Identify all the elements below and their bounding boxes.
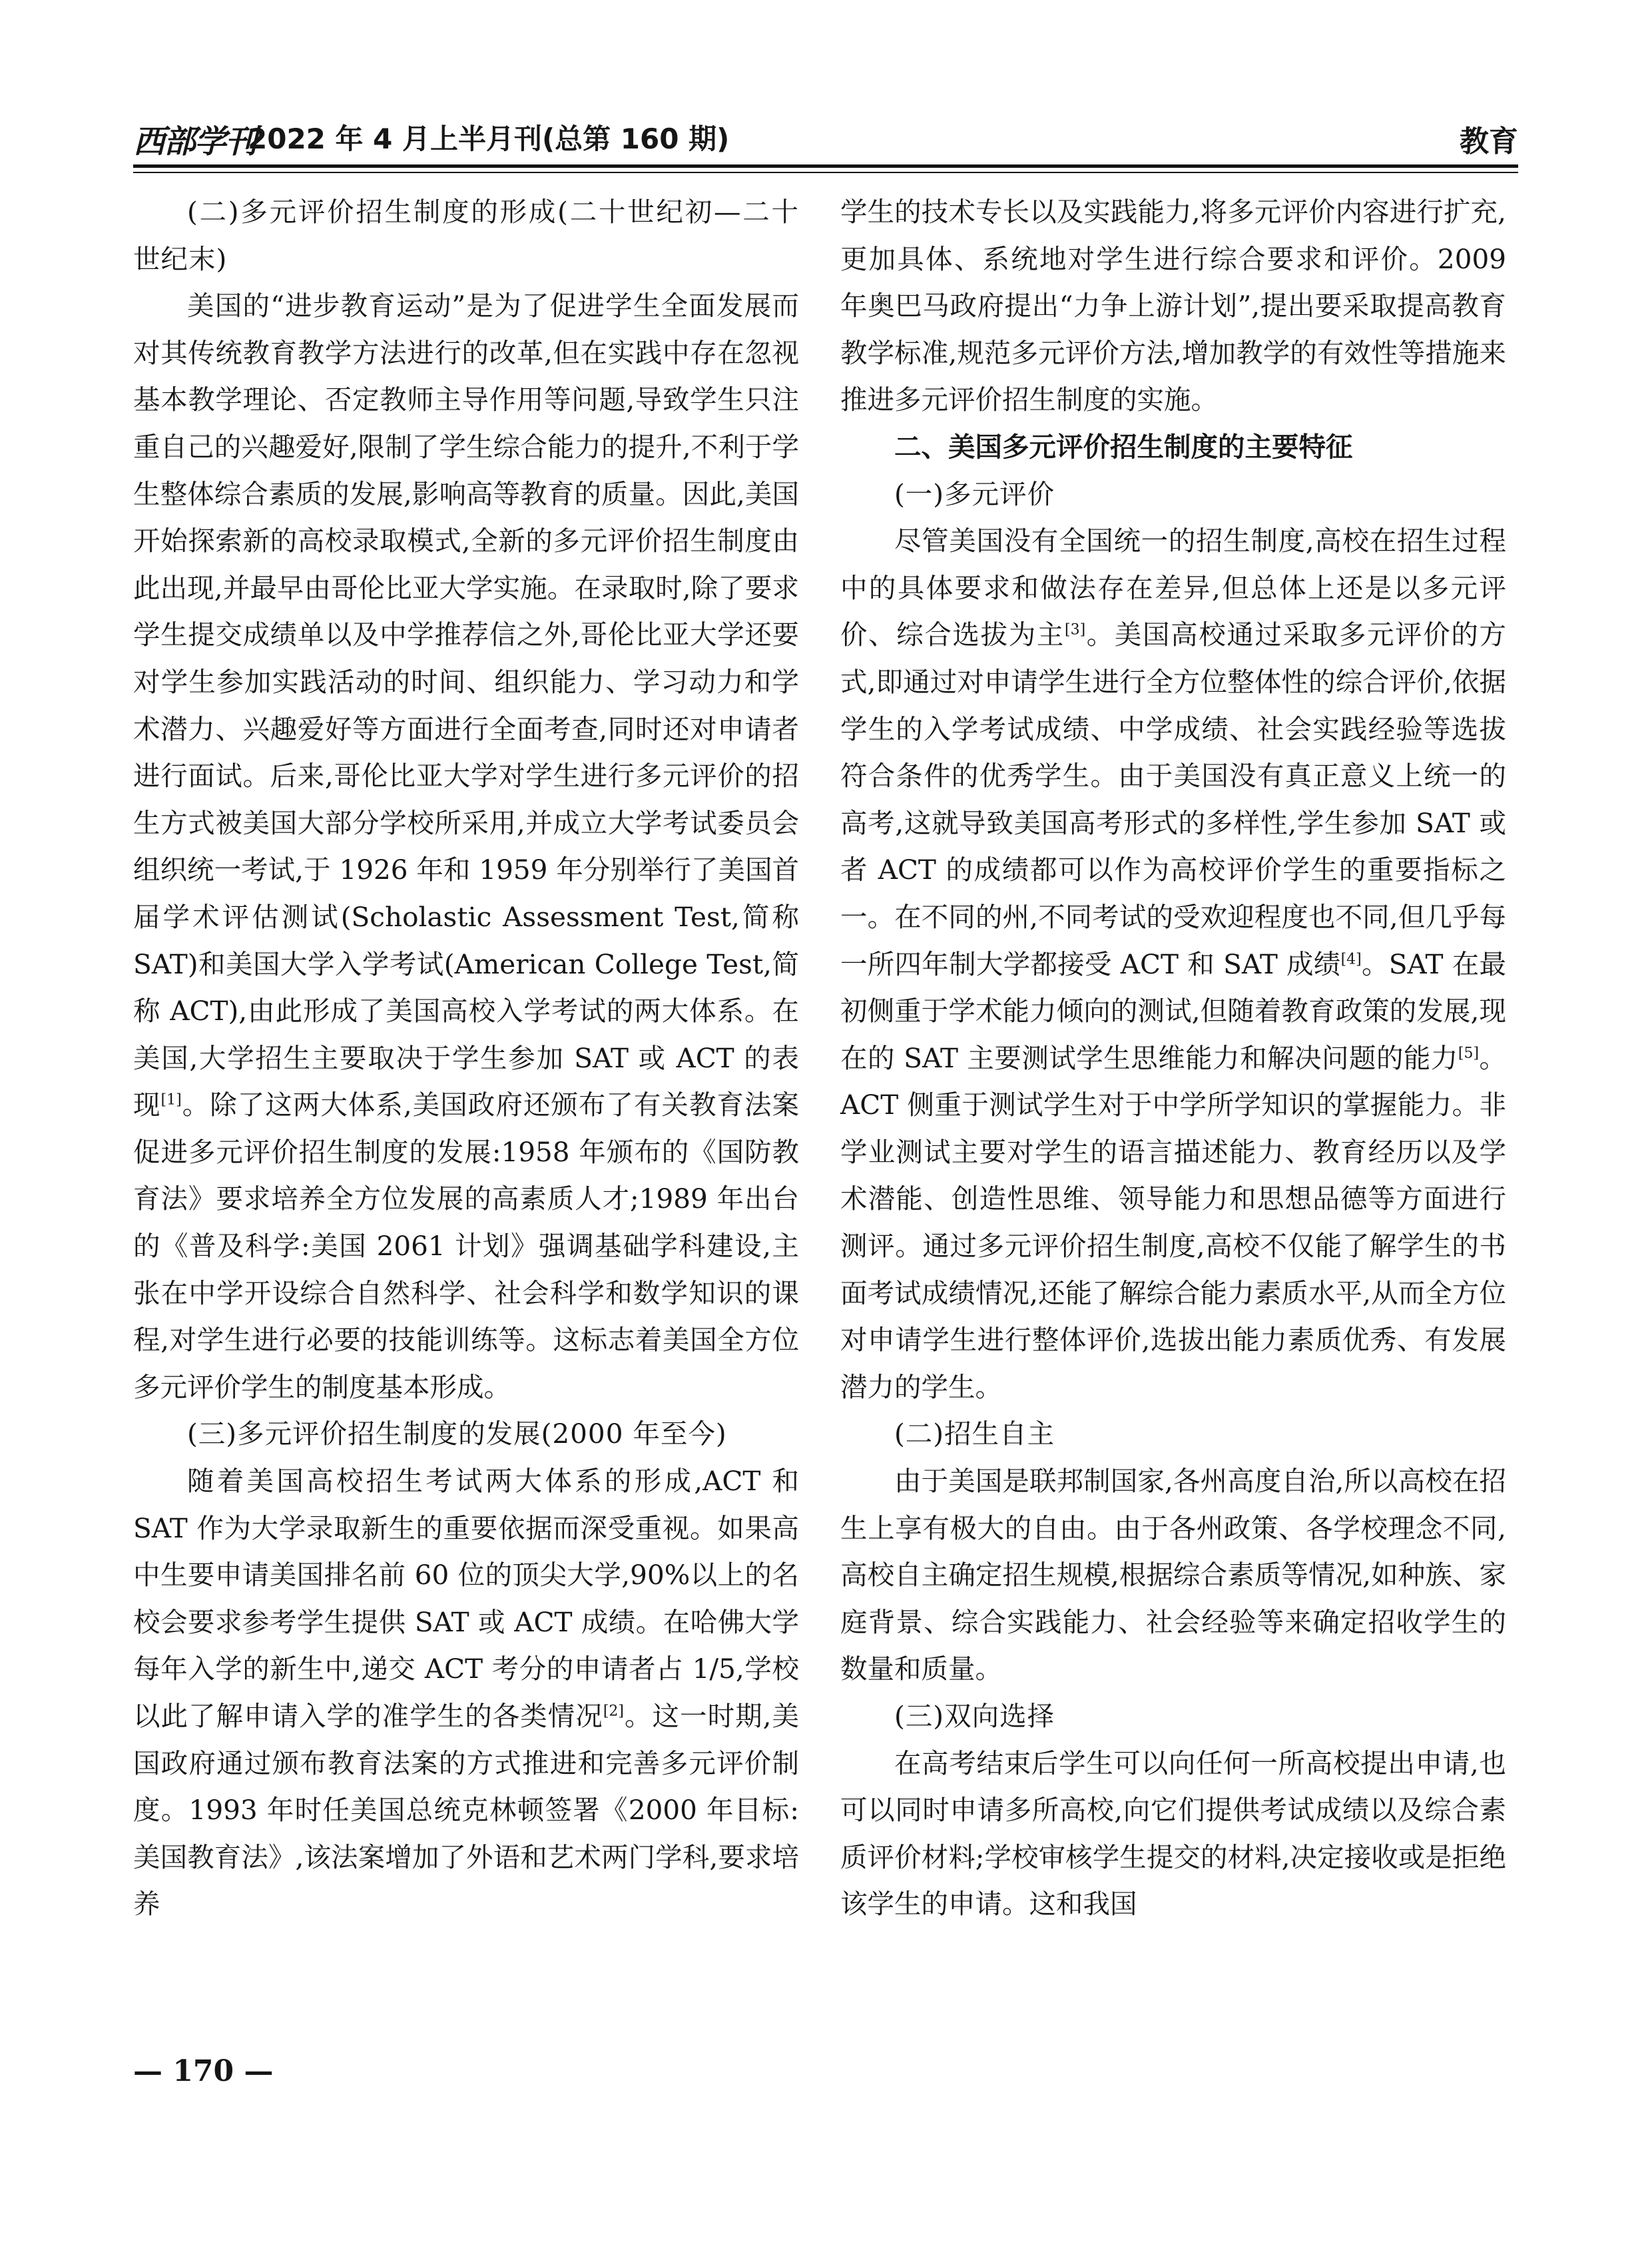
- section-label: 教育: [1460, 125, 1518, 158]
- paragraph-two-systems: 随着美国高校招生考试两大体系的形成,ACT 和 SAT 作为大学录取新生的重要依据而深受重视。如果高中生要申请美国排名前 60 位的顶尖大学,90%以上的名校会要求参考学生提供 SAT 或 ACT 成绩。在哈佛大学每年入学的新生中,递交 ACT 考分的申请者占 1/5,学校以此了解申请入学的准学生的各类情况[2]。这一时期,美国政府通过颁布教育法案的方式推进和完善多元评价制度。1993 年时任美国总统克林顿签署《2000 年目标:美国教育法》,该法案增加了外语和艺术两门学科,要求培养: [133, 1465, 800, 1920]
- subsection-title-autonomy: (二)招生自主: [894, 1418, 1055, 1450]
- paragraph-progressive-education: 美国的“进步教育运动”是为了促进学生全面发展而对其传统教育教学方法进行的改革,但在实践中存在忽视基本教学理论、否定教师主导作用等问题,导致学生只注重自己的兴趣爱好,限制了学生综合能力的提升,不利于学生整体综合素质的发展,影响高等教育的质量。因此,美国开始探索新的高校录取模式,全新的多元评价招生制度由此出现,并最早由哥伦比亚大学实施。在录取时,除了要求学生提交成绩单以及中学推荐信之外,哥伦比亚大学还要对学生参加实践活动的时间、组织能力、学习动力和学术潜力、兴趣爱好等方面进行全面考查,同时还对申请者进行面试。后来,哥伦比亚大学对学生进行多元评价的招生方式被美国大部分学校所采用,并成立大学考试委员会组织统一考试,于 1926 年和 1959 年分别举行了美国首届学术评估测试(Scholastic Assessment Test,简称 SAT)和美国大学入学考试(American College Test,简称 ACT),由此形成了美国高校入学考试的两大体系。在美国,大学招生主要取决于学生参加 SAT 或 ACT 的表现[1]。除了这两大体系,美国政府还颁布了有关教育法案促进多元评价招生制度的发展:1958 年颁布的《国防教育法》要求培养全方位发展的高素质人才;1989 年出台的《普及科学:美国 2061 计划》强调基础学科建设,主张在中学开设综合自然科学、社会科学和数学知识的课程,对学生进行必要的技能训练等。这标志着美国全方位多元评价学生的制度基本形成。: [133, 290, 800, 1403]
- issue-info: 2022 年 4 月上半月刊(总第 160 期): [248, 123, 730, 155]
- subsection-title-formation: (二)多元评价招生制度的形成(二十世纪初—二十世纪末): [133, 196, 799, 275]
- page-number: — 170 —: [133, 2054, 274, 2088]
- citation-ref: [1]: [160, 1091, 182, 1109]
- citation-ref: [3]: [1064, 621, 1086, 639]
- left-column: [133, 188, 799, 1928]
- subsection-title-development: (三)多元评价招生制度的发展(2000 年至今): [187, 1418, 727, 1450]
- section-heading-main-features: 二、美国多元评价招生制度的主要特征: [894, 430, 1353, 463]
- paragraph-autonomy: 由于美国是联邦制国家,各州高度自治,所以高校在招生上享有极大的自由。由于各州政策、各学校理念不同,高校自主确定招生规模,根据综合素质等情况,如种族、家庭背景、综合实践能力、社会经验等来确定招收学生的数量和质量。: [840, 1465, 1506, 1685]
- header-rule-thick: [133, 164, 1518, 168]
- journal-logo: 西部学刊: [133, 123, 256, 160]
- subsection-title-two-way-selection: (三)双向选择: [894, 1700, 1055, 1732]
- subsection-title-multi-evaluation: (一)多元评价: [894, 477, 1055, 510]
- citation-ref: [2]: [603, 1703, 624, 1720]
- citation-ref: [4]: [1340, 951, 1362, 968]
- header-rule-thin: [133, 172, 1518, 173]
- paragraph-two-way-selection: 在高考结束后学生可以向任何一所高校提出申请,也可以同时申请多所高校,向它们提供考试成绩以及综合素质评价材料;学校审核学生提交的材料,决定接收或是拒绝该学生的申请。这和我国: [840, 1747, 1506, 1920]
- paragraph-multi-evaluation: 尽管美国没有全国统一的招生制度,高校在招生过程中的具体要求和做法存在差异,但总体上还是以多元评价、综合选拔为主[3]。美国高校通过采取多元评价的方式,即通过对申请学生进行全方位整体性的综合评价,依据学生的入学考试成绩、中学成绩、社会实践经验等选拔符合条件的优秀学生。由于美国没有真正意义上统一的高考,这就导致美国高考形式的多样性,学生参加 SAT 或者 ACT 的成绩都可以作为高校评价学生的重要指标之一。在不同的州,不同考试的受欢迎程度也不同,但几乎每一所四年制大学都接受 ACT 和 SAT 成绩[4]。SAT 在最初侧重于学术能力倾向的测试,但随着教育政策的发展,现在的 SAT 主要测试学生思维能力和解决问题的能力[5]。ACT 侧重于测试学生对于中学所学知识的掌握能力。非学业测试主要对学生的语言描述能力、教育经历以及学术潜能、创造性思维、领导能力和思想品德等方面进行测评。通过多元评价招生制度,高校不仅能了解学生的书面考试成绩情况,还能了解综合能力素质水平,从而全方位对申请学生进行整体评价,选拔出能力素质优秀、有发展潜力的学生。: [840, 525, 1506, 1403]
- citation-ref: [5]: [1458, 1045, 1480, 1062]
- running-header: [133, 115, 1518, 165]
- paragraph-continued: 学生的技术专长以及实践能力,将多元评价内容进行扩充,更加具体、系统地对学生进行综合要求和评价。2009 年奥巴马政府提出“力争上游计划”,提出要采取提高教育教学标准,规范多元评价方法,增加教学的有效性等措施来推进多元评价招生制度的实施。: [840, 196, 1506, 416]
- right-column: [840, 188, 1506, 1928]
